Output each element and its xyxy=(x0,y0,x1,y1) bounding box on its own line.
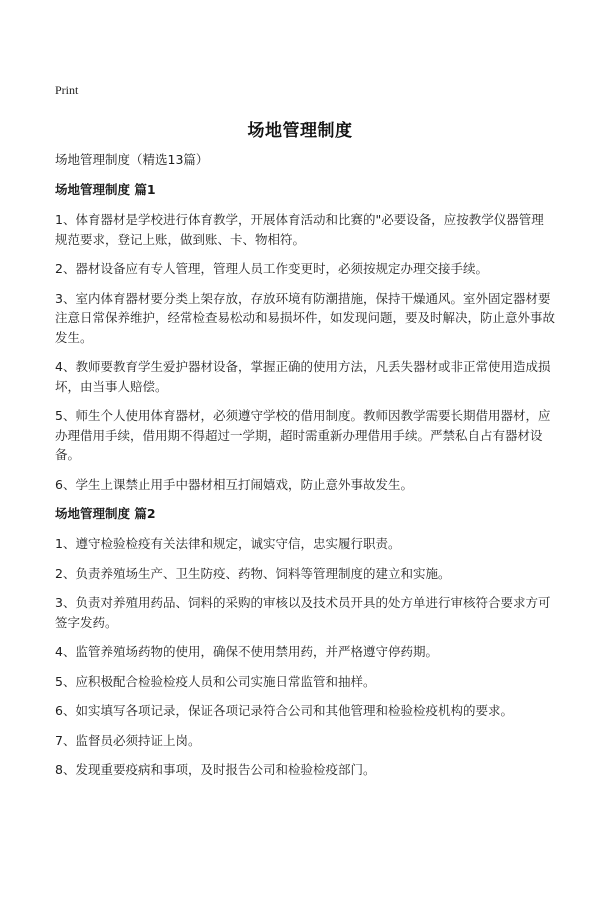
paragraph: 1、遵守检验检疫有关法律和规定，诚实守信，忠实履行职责。 xyxy=(55,536,401,551)
document-body xyxy=(55,150,555,790)
paragraph: 3、负责对养殖用药品、饲料的采购的审核以及技术员开具的处方单进行审核符合要求方可签字发药。 xyxy=(55,595,551,630)
paragraph: 2、负责养殖场生产、卫生防疫、药物、饲料等管理制度的建立和实施。 xyxy=(55,565,451,581)
paragraph: 5、应积极配合检验检疫人员和公司实施日常监管和抽样。 xyxy=(55,673,376,689)
paragraph: 8、发现重要疫病和事项，及时报告公司和检验检疫部门。 xyxy=(55,762,376,777)
paragraph: 7、监督员必须持证上岗。 xyxy=(55,732,201,748)
section-heading-1: 场地管理制度 篇1 xyxy=(55,182,156,197)
paragraph: 4、教师要教育学生爱护器材设备，掌握正确的使用方法，凡丢失器材或非正常使用造成损坏，由当事人赔偿。 xyxy=(55,359,551,394)
document-subtitle: 场地管理制度（精选13篇） xyxy=(55,152,209,167)
paragraph: 5、师生个人使用体育器材，必须遵守学校的借用制度。教师因教学需要长期借用器材，应办理借用手续，借用期不得超过一学期，超时需重新办理借用手续。严禁私自占有器材设备。 xyxy=(55,408,551,462)
print-link[interactable]: Print xyxy=(55,83,79,97)
paragraph: 3、室内体育器材要分类上架存放，存放环境有防潮措施，保持干燥通风。室外固定器材要注意日常保养维护，经常检查易松动和易损坏件，如发现问题，要及时解决，防止意外事故发生。 xyxy=(55,290,556,345)
paragraph: 6、学生上课禁止用手中器材相互打闹嬉戏，防止意外事故发生。 xyxy=(55,476,413,492)
paragraph: 2、器材设备应有专人管理，管理人员工作变更时，必须按规定办理交接手续。 xyxy=(55,261,488,276)
paragraph: 6、如实填写各项记录，保证各项记录符合公司和其他管理和检验检疫机构的要求。 xyxy=(55,703,513,718)
paragraph: 1、体育器材是学校进行体育教学，开展体育活动和比赛的"必要设备，应按教学仪器管理规范要求，登记上账，做到账、卡、物相符。 xyxy=(55,212,544,247)
page-title: 场地管理制度 xyxy=(247,121,353,141)
paragraph: 4、监管养殖场药物的使用，确保不使用禁用药，并严格遵守停药期。 xyxy=(55,644,438,659)
section-heading-2: 场地管理制度 篇2 xyxy=(55,506,156,521)
